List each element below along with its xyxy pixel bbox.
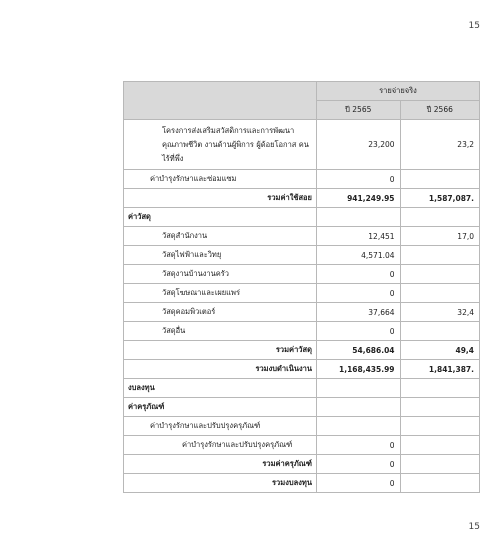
row-value-2566: 32,4 [400,303,479,322]
row-value-2565: 54,686.04 [316,341,400,360]
row-value-2565: 0 [316,455,400,474]
row-value-2565: 0 [316,170,400,189]
row-label: วัสดุโฆษณาและเผยแพร่ [124,284,317,303]
row-value-2565: 1,168,435.99 [316,360,400,379]
row-value-2565: 0 [316,322,400,341]
row-value-2565 [316,379,400,398]
row-value-2565 [316,398,400,417]
row-value-2565: 0 [316,265,400,284]
row-value-2565: 4,571.04 [316,246,400,265]
row-label: โครงการส่งเสริมสวัสดิการและการพัฒนาคุณภาพชีวิต งานด้านผู้พิการ ผู้ด้อยโอกาส คนไร้ที่พึ่ง [124,120,317,170]
row-label: วัสดุอื่น [124,322,317,341]
row-label: วัสดุคอมพิวเตอร์ [124,303,317,322]
table-row [124,379,480,398]
row-label: วัสดุงานบ้านงานครัว [124,265,317,284]
row-value-2566 [400,208,479,227]
page-number-bottom: 15 [468,522,480,532]
row-value-2566 [400,246,479,265]
table-row [124,120,480,170]
row-label: วัสดุไฟฟ้าและวิทยุ [124,246,317,265]
table-row [124,398,480,417]
row-value-2566 [400,322,479,341]
row-value-2565: 12,451 [316,227,400,246]
row-label: รวมงบลงทุน [124,474,317,493]
row-value-2566 [400,455,479,474]
table-row [124,455,480,474]
row-value-2566: 17,0 [400,227,479,246]
row-value-2565 [316,417,400,436]
row-value-2566 [400,284,479,303]
table-row [124,341,480,360]
row-label: รวมค่าใช้สอย [124,189,317,208]
row-value-2566 [400,170,479,189]
table-row [124,322,480,341]
row-label: รวมงบดำเนินงาน [124,360,317,379]
row-value-2565: 23,200 [316,120,400,170]
row-value-2566 [400,474,479,493]
table-row [124,227,480,246]
budget-table [123,81,480,493]
table-row [124,284,480,303]
row-value-2566: 23,2 [400,120,479,170]
row-label: รวมค่าครุภัณฑ์ [124,455,317,474]
row-value-2566 [400,417,479,436]
table-row [124,474,480,493]
table-row [124,189,480,208]
row-value-2566: 1,587,087. [400,189,479,208]
row-label: งบลงทุน [124,379,317,398]
header-blank-cell [124,82,317,120]
header-year-2566: ปี 2566 [400,101,479,120]
table-row [124,303,480,322]
row-label: ค่าวัสดุ [124,208,317,227]
row-value-2566 [400,265,479,284]
row-value-2566 [400,398,479,417]
table-row [124,170,480,189]
row-value-2565: 0 [316,436,400,455]
table-row [124,208,480,227]
header-actual-expenses: รายจ่ายจริง [316,82,479,101]
row-label: วัสดุสำนักงาน [124,227,317,246]
row-value-2565: 0 [316,474,400,493]
row-value-2565: 941,249.95 [316,189,400,208]
table-row [124,265,480,284]
row-label: รวมค่าวัสดุ [124,341,317,360]
row-value-2566: 1,841,387. [400,360,479,379]
row-label: ค่าบำรุงรักษาและปรับปรุงครุภัณฑ์ [124,436,317,455]
row-label: ค่าบำรุงรักษาและปรับปรุงครุภัณฑ์ [124,417,317,436]
table-row [124,417,480,436]
table-row [124,246,480,265]
row-label: ค่าครุภัณฑ์ [124,398,317,417]
row-label: ค่าบำรุงรักษาและซ่อมแซม [124,170,317,189]
row-value-2565 [316,208,400,227]
row-value-2565: 37,664 [316,303,400,322]
row-value-2566: 49,4 [400,341,479,360]
row-value-2566 [400,436,479,455]
row-value-2565: 0 [316,284,400,303]
table-row [124,436,480,455]
page-number-top: 15 [468,21,480,31]
header-year-2565: ปี 2565 [316,101,400,120]
row-value-2566 [400,379,479,398]
table-row [124,360,480,379]
